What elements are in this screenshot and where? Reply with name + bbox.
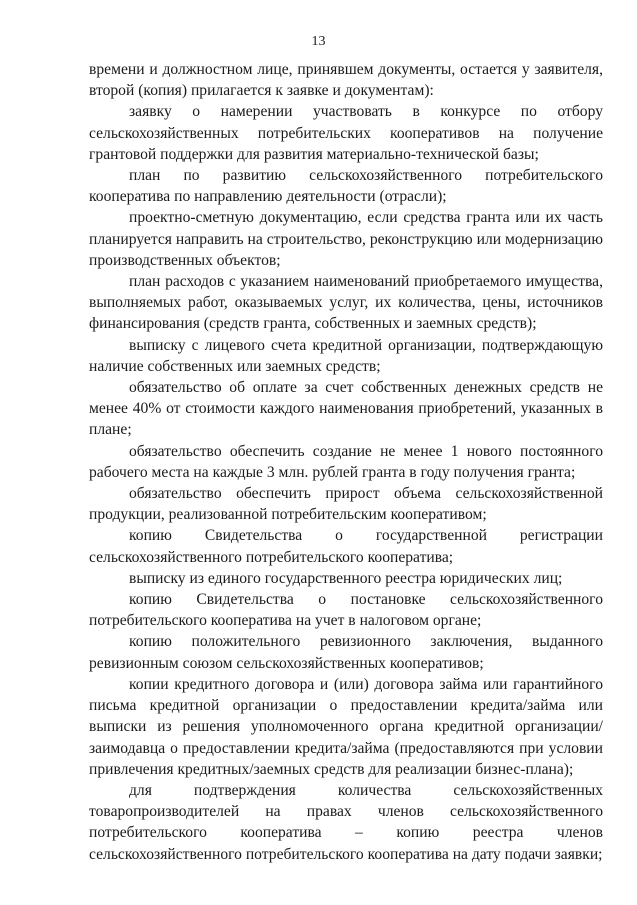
paragraph-account-statement: выписку с лицевого счета кредитной организации, подтверждающую наличие собственных или заемных средств; [89,336,603,375]
paragraph-audit-conclusion: копию положительного ревизионного заключения, выданного ревизионным союзом сельскохозяйственных кооперативов; [89,633,603,672]
paragraph-application: заявку о намерении участвовать в конкурсе по отбору сельскохозяйственных потребительских кооперативов на получение грантовой поддержки для развития материально-технической базы; [89,103,603,163]
paragraph-tax-certificate: копию Свидетельства о постановке сельскохозяйственного потребительского кооператива на учет в налоговом органе; [89,591,603,630]
page-number: 13 [311,34,326,49]
document-body [89,59,603,865]
paragraph-own-funds-obligation: обязательство об оплате за счет собственных денежных средств не менее 40% от стоимости каждого наименования приобретений, указанных в плане; [89,379,603,439]
paragraph-expense-plan: план расходов с указанием наименований приобретаемого имущества, выполняемых работ, оказываемых услуг, их количества, цены, источников финансирования (средств гранта, собственных и заемных средств); [89,273,603,333]
paragraph-members-registry: для подтверждения количества сельскохозяйственных товаропроизводителей на правах членов сельскохозяйственного потребительского кооператива – копию реестра членов сельскохозяйственного потребительского кооператива на дату подачи заявки; [89,781,603,863]
paragraph-jobs-obligation: обязательство обеспечить создание не менее 1 нового постоянного рабочего места на каждые 3 млн. рублей гранта в году получения гранта; [89,442,603,481]
paragraph-continuation: времени и должностном лице, принявшем документы, остается у заявителя, второй (копия) прилагается к заявке и документам): [89,61,603,100]
paragraph-registration-certificate: копию Свидетельства о государственной регистрации сельскохозяйственного потребительского кооператива; [89,527,603,566]
paragraph-registry-extract: выписку из единого государственного реестра юридических лиц; [129,569,563,587]
paragraph-loan-documents: копии кредитного договора и (или) договора займа или гарантийного письма кредитной организации о предоставлении кредита/займа или выписки из решения уполномоченного органа кредитной организации/заимодавца о предоставлении кредита/займа (предоставляются при условии привлечения кредитных/заемных средств для реализации бизнес-плана); [89,675,603,778]
paragraph-production-growth-obligation: обязательство обеспечить прирост объема сельскохозяйственной продукции, реализованной потребительским кооперативом; [89,485,603,524]
paragraph-development-plan: план по развитию сельскохозяйственного потребительского кооператива по направлению деятельности (отрасли); [89,167,603,206]
paragraph-design-documentation: проектно-сметную документацию, если средства гранта или их часть планируется направить на строительство, реконструкцию или модернизацию производственных объектов; [89,209,603,269]
